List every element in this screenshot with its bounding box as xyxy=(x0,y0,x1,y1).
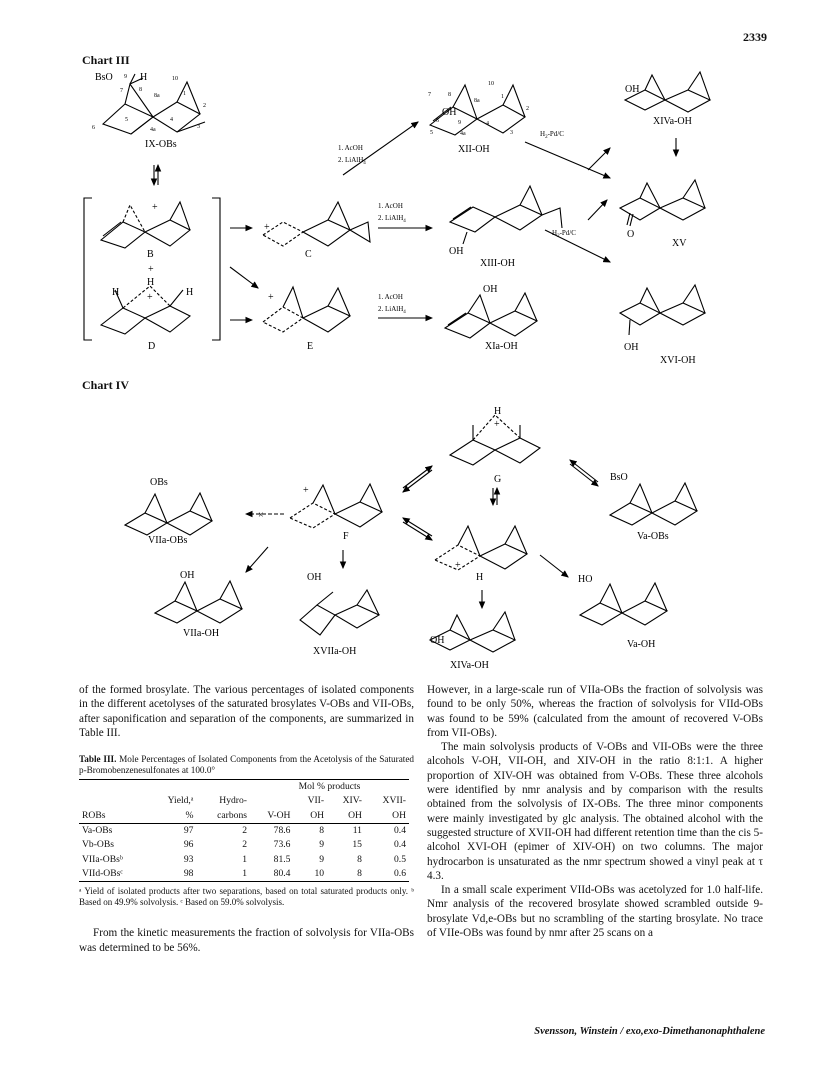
label-xvi-oh: XVI-OH xyxy=(660,355,696,366)
th-xiv: OH xyxy=(348,809,362,821)
molecule-viia-obs xyxy=(125,493,212,535)
svg-text:2: 2 xyxy=(203,103,206,109)
svg-text:9: 9 xyxy=(458,120,461,126)
label-f: F xyxy=(343,531,349,542)
label-d: D xyxy=(148,341,156,352)
th-vii-top: VII- xyxy=(307,795,325,807)
table-row xyxy=(79,867,409,882)
svg-text:5: 5 xyxy=(125,117,128,123)
label-xiva-oh-top: XIVa-OH xyxy=(653,116,692,127)
table-row xyxy=(79,853,409,867)
label-e: E xyxy=(307,341,314,352)
table-cell: VIIa-OBsᵇ xyxy=(82,853,123,865)
table-row xyxy=(79,838,409,852)
molecule-xiva-oh-bottom xyxy=(430,612,515,652)
svg-text:4a: 4a xyxy=(460,131,466,137)
svg-text:OH: OH xyxy=(307,572,322,583)
table-group-header: Mol % products xyxy=(298,781,361,793)
right-para-3: In a small scale experiment VIId-OBs was acetolyzed for 1.0 half-life. Nmr analysis of the recovered brosylate showed scrambled outside 9-brosylate Vd,e-OBs but no scrambling of the starting brosylate. No trace of VIIe-OBs was found by nmr after 25 scans on a xyxy=(427,884,763,940)
svg-text:OH: OH xyxy=(180,570,195,581)
label-xia-oh: XIa-OH xyxy=(485,341,518,352)
svg-text:8: 8 xyxy=(448,92,451,98)
label-viia-obs: VIIa-OBs xyxy=(148,535,188,546)
label-xiva-oh-bottom: XIVa-OH xyxy=(450,660,489,671)
svg-text:+: + xyxy=(148,264,154,275)
svg-text:8a: 8a xyxy=(154,93,160,99)
svg-text:10: 10 xyxy=(172,76,178,82)
molecule-xia-oh xyxy=(445,293,537,338)
th-xvii-top: XVII- xyxy=(382,795,406,807)
molecule-viia-oh xyxy=(155,581,242,623)
table-iii-caption-label: Table III. xyxy=(79,754,117,765)
molecule-ix-obs xyxy=(103,74,205,134)
molecule-xvi-oh xyxy=(620,285,705,335)
svg-text:7: 7 xyxy=(120,88,123,94)
table-cell: 0.5 xyxy=(394,853,406,865)
table-cell: 0.6 xyxy=(394,867,406,879)
table-cell: 0.4 xyxy=(394,825,406,837)
th-vii: OH xyxy=(310,809,325,821)
svg-text:×: × xyxy=(258,510,264,521)
table-cell: 8 xyxy=(357,853,362,865)
chart-iv-title: Chart IV xyxy=(82,378,129,392)
table-cell: Vb-OBs xyxy=(82,839,114,851)
svg-text:OH: OH xyxy=(624,342,639,353)
table-iii xyxy=(79,779,409,882)
right-para-2: The main solvolysis products of V-OBs and VII-OBs were the three alcohols V-OH, VII-OH, and XIV-OH in the ratio 8:1:1. A higher proportion of XIV-OH was obtained from V-OBs. These three alcohols were identified by nmr analysis and by comparison with the results obtained from the solvolysis of IX-OBs. The three minor components were mainly investigated by glc analysis. The obtained alcohol with the suggested structure of XVII-OH had different retention time than the cis 5-alcohol XVI-OH (epimer of XIV-OH) on two columns. The major hydrocarbon is unsaturated as the nmr spectrum showed a vinyl peak at τ 4.3. xyxy=(427,741,763,882)
svg-text:+: + xyxy=(152,202,158,213)
table-cell: 8 xyxy=(357,867,362,879)
th-yield-top: Yield,ᵃ xyxy=(167,795,194,807)
svg-text:BsO: BsO xyxy=(610,472,628,483)
th-hydro-top: Hydro- xyxy=(219,795,247,807)
cation-c xyxy=(263,202,370,246)
label-va-oh: Va-OH xyxy=(627,639,656,650)
table-cell: 96 xyxy=(183,839,194,851)
molecule-xv xyxy=(620,180,705,226)
svg-text:OH: OH xyxy=(442,107,457,118)
molecule-va-oh xyxy=(580,583,667,625)
left-para-1: of the formed brosylate. The various percentages of isolated components in the different acetolyses of the saturated brosylates V-OBs and VII-OBs, after saponification and separation of the components, are summarized in Table III. xyxy=(79,684,414,739)
right-column xyxy=(427,683,763,940)
ix-bso-label: BsO xyxy=(95,72,113,83)
right-para-1: However, in a large-scale run of VIIa-OBs the fraction of solvolysis was found to be only 50%, whereas the fraction of solvolysis for VIId-OBs was found to be 59% (calculated from the amount of recovered V-OBs from VII-OBs). xyxy=(427,684,763,739)
left-column xyxy=(79,683,414,955)
svg-text:+: + xyxy=(455,560,461,571)
svg-text:H2-Pd/C: $H_2-Pd/C$ xyxy=(540,130,564,140)
label-ix-obs: IX-OBs xyxy=(145,139,177,150)
label-b: B xyxy=(147,249,154,260)
table-cell: 80.4 xyxy=(273,867,291,879)
molecule-va-obs xyxy=(610,483,697,525)
svg-text:2. LiAlH4: 2. LiAlH$_4$ xyxy=(378,214,406,224)
left-para-2: From the kinetic measurements the fraction of solvolysis for VIIa-OBs was determined to be 56%. xyxy=(79,927,414,954)
th-yield: % xyxy=(185,809,194,821)
svg-text:10: 10 xyxy=(488,81,494,87)
th-voh-top xyxy=(250,794,293,808)
table-iii-caption xyxy=(79,754,414,776)
cation-h xyxy=(435,526,527,570)
table-cell: 93 xyxy=(183,853,194,865)
svg-text:+: + xyxy=(494,419,500,430)
table-cell: 9 xyxy=(319,839,325,851)
svg-text:+: + xyxy=(268,292,274,303)
svg-text:+: + xyxy=(303,485,309,496)
svg-text:+: + xyxy=(264,222,270,233)
table-cell: 0.4 xyxy=(394,839,406,851)
label-va-obs: Va-OBs xyxy=(637,531,669,542)
svg-text:3: 3 xyxy=(197,124,200,130)
th-robs-top xyxy=(79,794,149,808)
svg-text:O: O xyxy=(627,229,635,240)
svg-text:6: 6 xyxy=(92,125,95,131)
label-xviia-oh: XVIIa-OH xyxy=(313,646,357,657)
svg-text:OH: OH xyxy=(625,84,640,95)
table-cell: 81.5 xyxy=(273,853,291,865)
table-cell: 8 xyxy=(319,825,325,837)
svg-text:H2-Pd/C: $H_2-Pd/C$ xyxy=(552,229,576,239)
svg-text:H: H xyxy=(494,406,502,417)
th-voh: V-OH xyxy=(267,809,291,821)
label-c: C xyxy=(305,249,312,260)
table-cell: 2 xyxy=(242,839,247,851)
table-cell: 2 xyxy=(242,825,247,837)
svg-text:9: 9 xyxy=(124,74,127,80)
chart-iii-title: Chart III xyxy=(82,53,130,67)
svg-text:6: 6 xyxy=(436,118,439,124)
table-cell: VIId-OBsᶜ xyxy=(82,867,123,879)
svg-text:2: 2 xyxy=(526,106,529,112)
svg-text:4: 4 xyxy=(170,117,173,123)
svg-text:1: 1 xyxy=(501,94,504,100)
label-g: G xyxy=(494,474,502,485)
svg-text:2. LiAlH4: 2. LiAlH$_4$ xyxy=(378,305,406,315)
th-xvii: OH xyxy=(392,809,406,821)
svg-text:H: H xyxy=(186,287,194,298)
svg-text:H: H xyxy=(112,287,120,298)
th-robs: ROBs xyxy=(82,809,106,821)
svg-text:2. LiAlH4: 2. LiAlH$_4$ xyxy=(338,156,366,166)
svg-text:1. AcOH: 1. AcOH xyxy=(378,293,403,301)
svg-text:4a: 4a xyxy=(150,127,156,133)
acoh-label-1: 1. AcOH xyxy=(338,144,363,152)
table-cell: 11 xyxy=(352,825,362,837)
table-cell: 97 xyxy=(183,825,194,837)
th-xiv-top: XIV- xyxy=(342,795,362,807)
table-cell: 9 xyxy=(319,853,325,865)
svg-text:H: H xyxy=(140,72,148,83)
table-cell: 98 xyxy=(183,867,194,879)
svg-text:4: 4 xyxy=(486,121,489,127)
cation-e xyxy=(263,287,350,332)
th-hydro: carbons xyxy=(217,809,247,821)
page-number: 2339 xyxy=(743,30,767,44)
label-h-cation: H xyxy=(476,572,484,583)
running-footer: Svensson, Winstein / exo,exo-Dimethanonaphthalene xyxy=(534,1026,765,1037)
svg-text:7: 7 xyxy=(428,92,431,98)
svg-text:OBs: OBs xyxy=(150,477,168,488)
svg-text:HO: HO xyxy=(578,574,593,585)
label-xii-oh: XII-OH xyxy=(458,144,490,155)
svg-text:8a: 8a xyxy=(474,98,480,104)
table-cell: Va-OBs xyxy=(82,825,113,837)
svg-text:3: 3 xyxy=(510,130,513,136)
molecule-xiii-oh xyxy=(450,186,562,244)
table-cell: 78.6 xyxy=(273,825,291,837)
label-xv: XV xyxy=(672,238,687,249)
svg-text:+: + xyxy=(147,292,153,303)
svg-text:1: 1 xyxy=(183,91,186,97)
svg-text:8: 8 xyxy=(139,87,142,93)
table-cell: 10 xyxy=(314,867,325,879)
cation-b xyxy=(101,202,190,248)
table-iii-caption-text: Mole Percentages of Isolated Components from the Acetolysis of the Saturated p-Bromobenzenesulfonates at 100.0° xyxy=(79,754,415,776)
svg-text:OH: OH xyxy=(449,246,464,257)
table-cell: 1 xyxy=(242,853,247,865)
label-xiii-oh: XIII-OH xyxy=(480,258,515,269)
svg-text:1. AcOH: 1. AcOH xyxy=(378,202,403,210)
table-cell: 1 xyxy=(242,867,247,879)
table-row xyxy=(79,824,409,839)
table-cell: 73.6 xyxy=(273,839,291,851)
molecule-xviia-oh xyxy=(300,590,379,635)
svg-text:OH: OH xyxy=(483,284,498,295)
svg-text:H: H xyxy=(147,277,155,288)
label-viia-oh: VIIa-OH xyxy=(183,628,220,639)
svg-text:5: 5 xyxy=(430,130,433,136)
table-cell: 15 xyxy=(352,839,362,851)
table-footnote: ᵃ Yield of isolated products after two separations, based on total saturated products only. ᵇ Based on 49.9% solvolysis. ᶜ Based on 59.0% solvolysis. xyxy=(79,886,414,908)
svg-text:OH: OH xyxy=(430,635,445,646)
